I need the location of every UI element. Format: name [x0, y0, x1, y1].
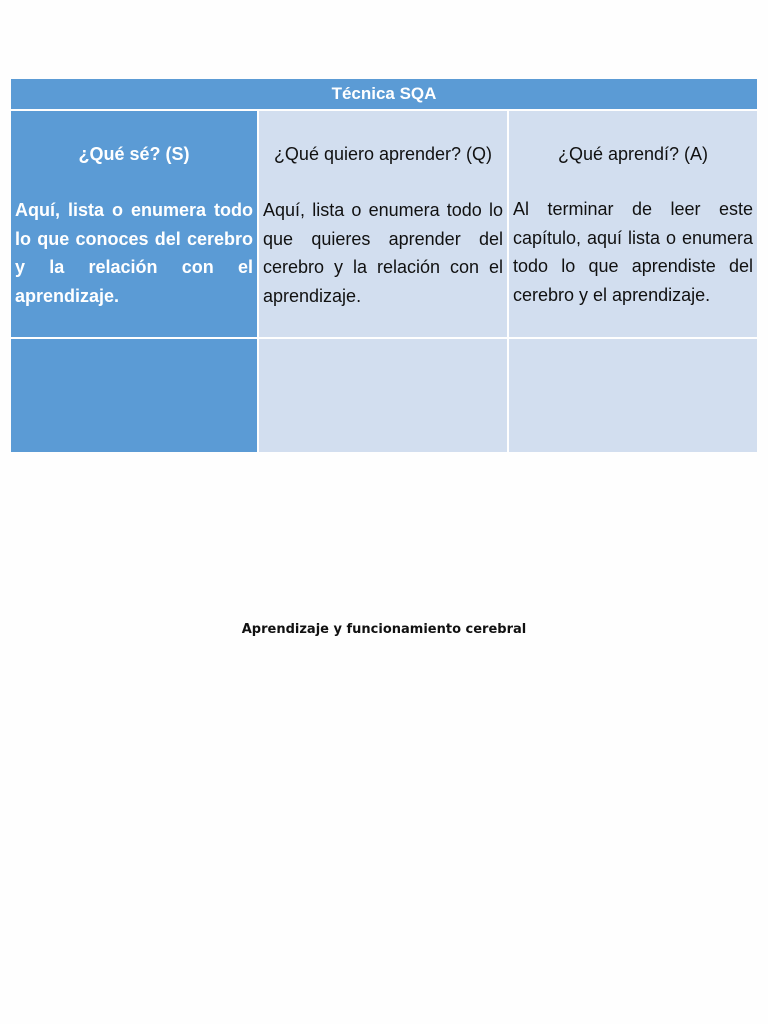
column-a-cell	[509, 111, 757, 337]
column-a-answer-cell	[509, 339, 757, 452]
column-a-body: Al terminar de leer este capítulo, aquí lista o enumera todo lo que aprendiste del cerebro y el aprendizaje.	[513, 199, 753, 305]
table-title: Técnica SQA	[11, 79, 757, 109]
column-q-cell	[259, 111, 507, 337]
column-s-cell	[11, 111, 257, 337]
sqa-table	[11, 79, 757, 452]
column-s-heading: ¿Qué sé? (S)	[78, 144, 190, 164]
column-q-heading: ¿Qué quiero aprender? (Q)	[273, 144, 493, 164]
column-s-body: Aquí, lista o enumera todo lo que conoces del cerebro y la relación con el aprendizaje.	[15, 200, 253, 306]
column-q-body: Aquí, lista o enumera todo lo que quieres aprender del cerebro y la relación con el aprendizaje.	[263, 200, 503, 306]
page-caption: Aprendizaje y funcionamiento cerebral	[241, 622, 527, 637]
column-s-answer-cell	[11, 339, 257, 452]
column-q-answer-cell	[259, 339, 507, 452]
column-a-heading: ¿Qué aprendí? (A)	[557, 144, 709, 164]
